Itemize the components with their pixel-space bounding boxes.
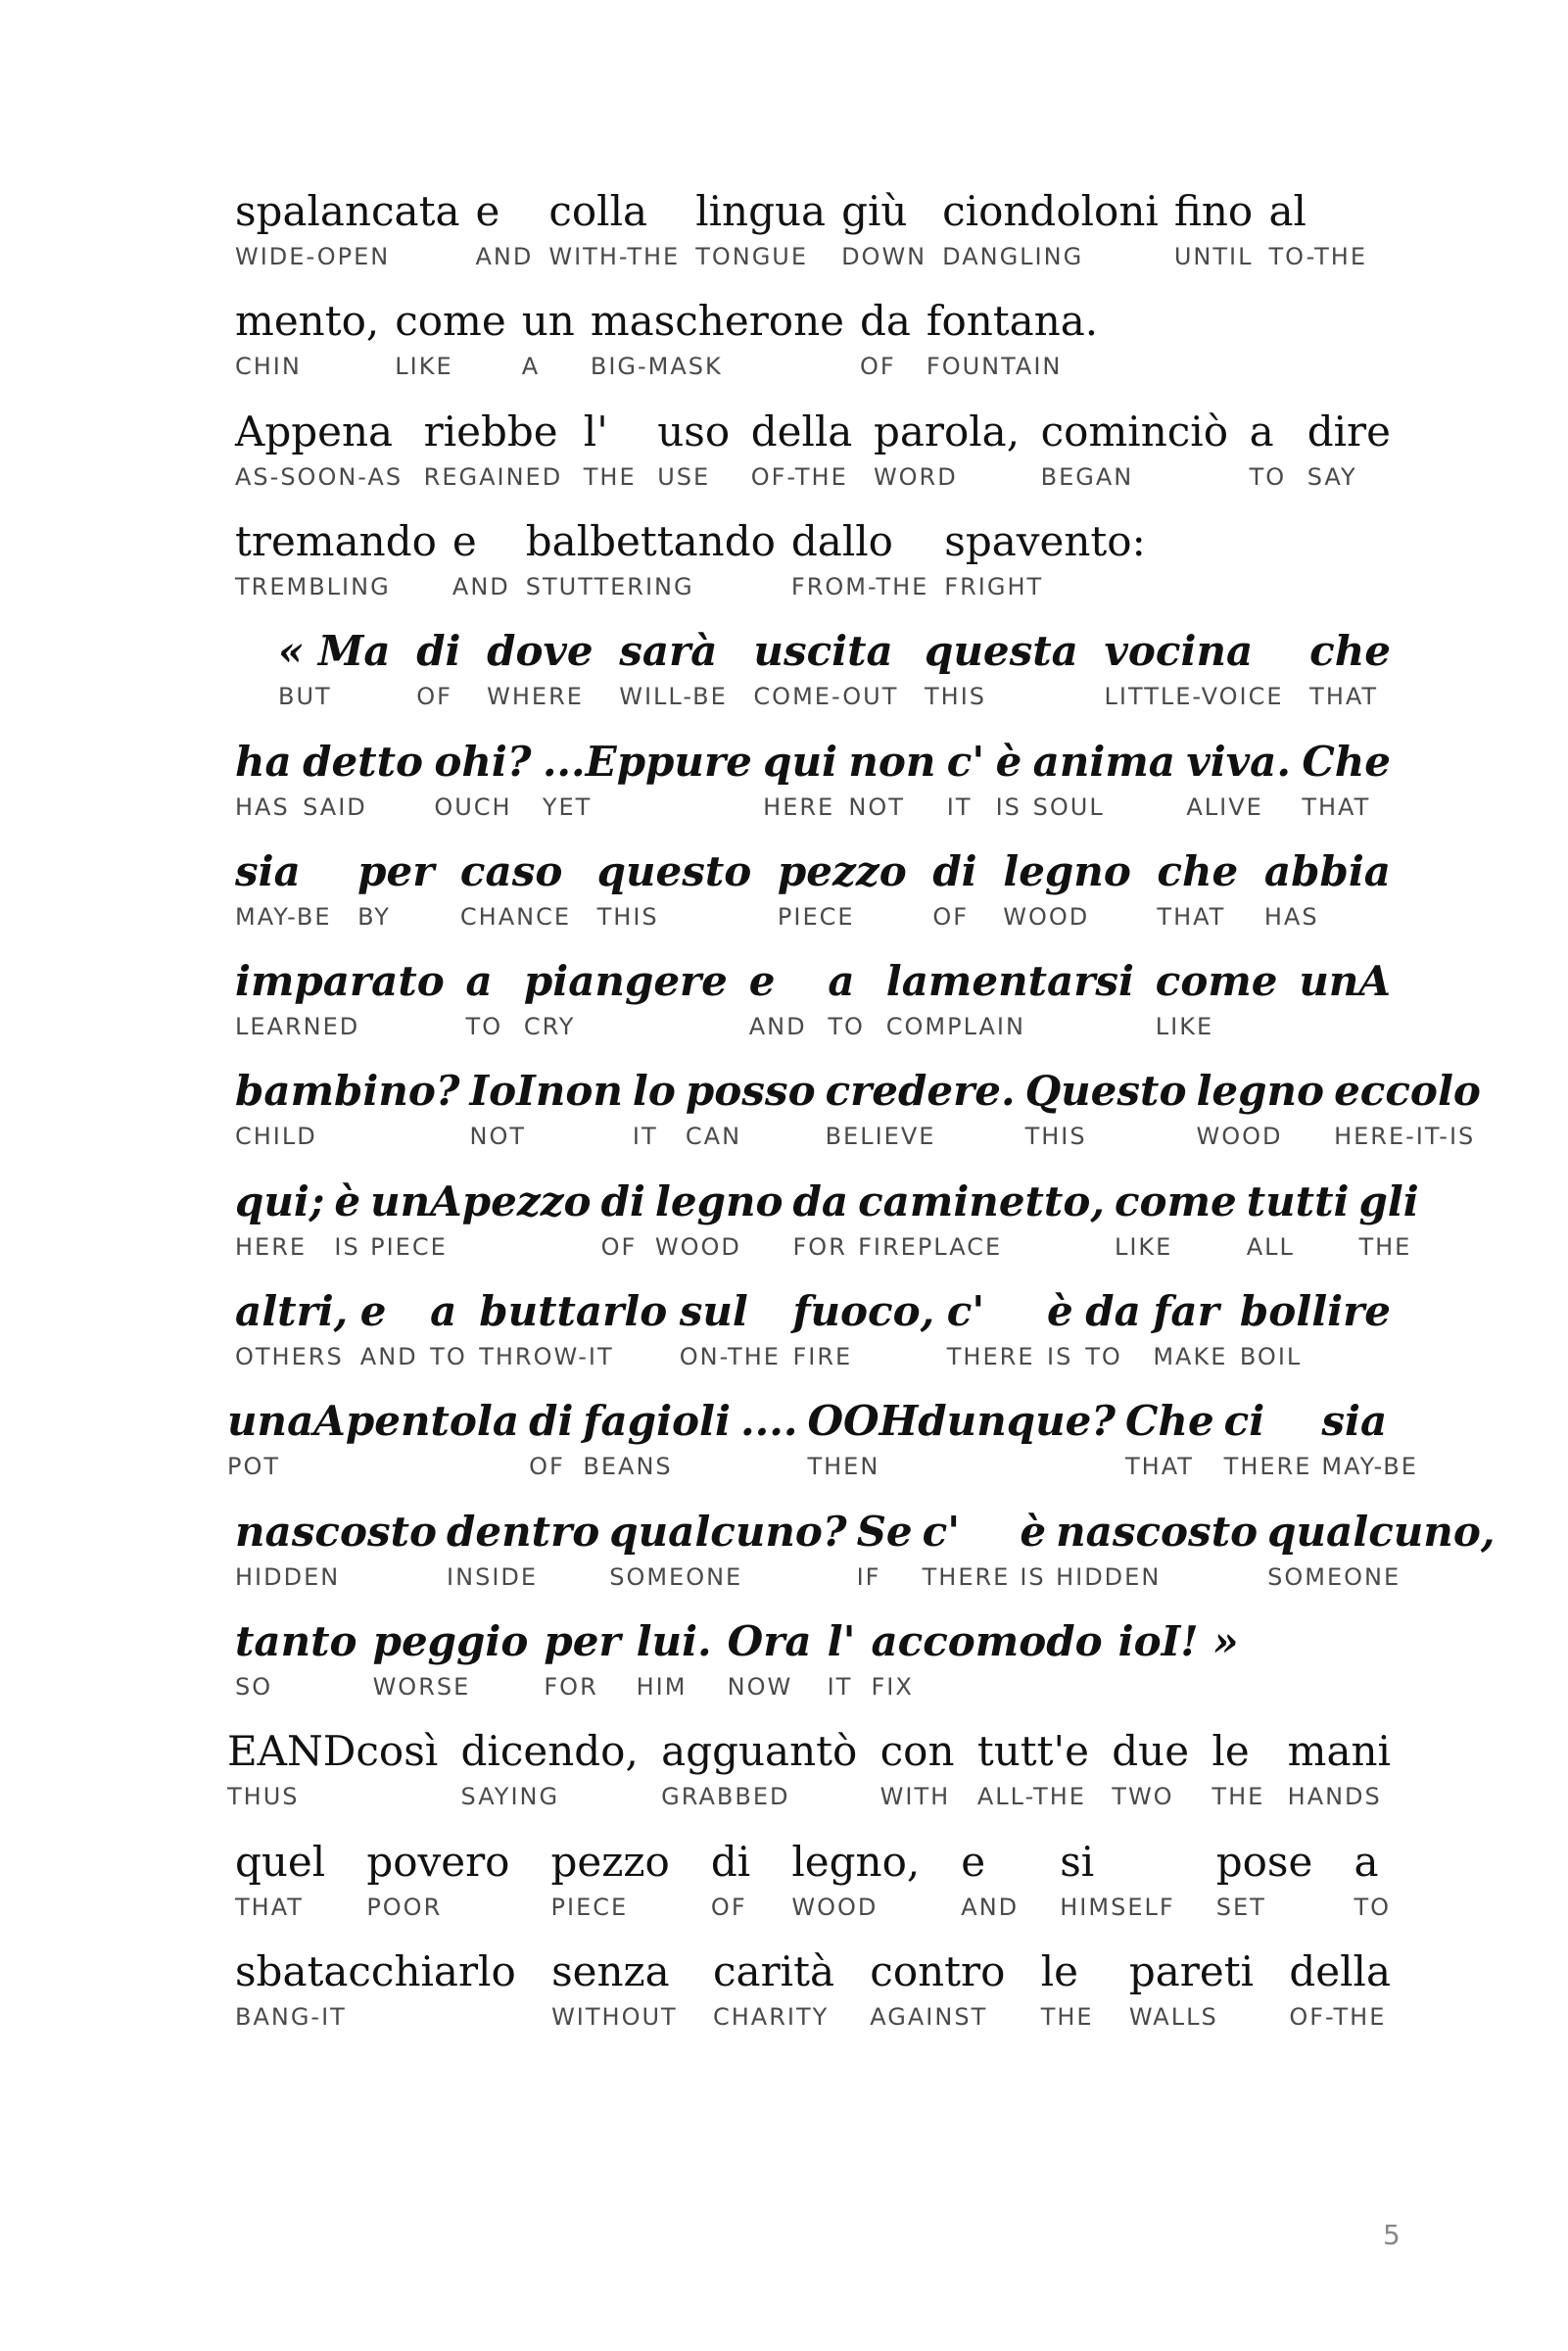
gloss-word: FROM-THE	[790, 572, 929, 600]
source-word: tutt'e	[976, 1727, 1089, 1776]
source-word: lo	[632, 1067, 676, 1116]
source-word: unaApentola	[227, 1397, 520, 1446]
source-word: unA	[1299, 957, 1391, 1006]
source-word: carità	[713, 1946, 834, 1995]
source-word: unApezzo	[370, 1176, 592, 1225]
gloss-word: IT	[946, 792, 973, 821]
source-word: qui	[763, 737, 838, 786]
gloss-word: MAKE	[1153, 1343, 1228, 1370]
gloss-word: THROW-IT	[479, 1343, 614, 1370]
source-word: agguantò	[661, 1727, 858, 1776]
text-line	[0, 1067, 1568, 1169]
gloss-word: THIS	[1024, 1123, 1087, 1151]
source-word: un	[521, 297, 575, 346]
gloss-word: WIDE-OPEN	[235, 243, 391, 270]
gloss-word: WITH	[879, 1783, 951, 1811]
gloss-word: OUCH	[434, 792, 512, 821]
source-word: di	[416, 627, 461, 676]
gloss-word: LEARNED	[235, 1013, 360, 1041]
source-word: da	[792, 1176, 849, 1225]
source-word: qualcuno,	[1267, 1507, 1496, 1556]
source-word: di	[529, 1397, 574, 1446]
gloss-word: SOMEONE	[1267, 1562, 1402, 1591]
source-word: come	[1114, 1176, 1237, 1225]
source-word: ....	[739, 1397, 798, 1446]
gloss-word: HAS	[235, 792, 290, 821]
gloss-word: COMPLAIN	[885, 1013, 1025, 1041]
gloss-word: OF	[710, 1893, 747, 1921]
source-word: dove	[487, 627, 594, 676]
gloss-word: IF	[856, 1562, 881, 1591]
gloss-word: FIREPLACE	[858, 1232, 1003, 1261]
gloss-word: UNTIL	[1173, 243, 1254, 270]
source-word: far	[1153, 1287, 1219, 1335]
gloss-word: OF-THE	[1289, 2002, 1387, 2031]
source-word: ioI! »	[1117, 1616, 1239, 1665]
gloss-word: IT	[632, 1123, 658, 1151]
source-word: che	[1309, 627, 1391, 676]
gloss-word: IT	[827, 1672, 853, 1701]
source-word: come	[395, 297, 506, 346]
source-word: sul	[679, 1287, 748, 1335]
gloss-word: ALIVE	[1186, 792, 1263, 821]
gloss-word: LIKE	[1114, 1232, 1173, 1261]
gloss-word: MAY-BE	[1321, 1453, 1418, 1481]
gloss-word: IS	[1020, 1562, 1046, 1591]
source-word: di	[600, 1176, 645, 1225]
gloss-word: PIECE	[550, 1893, 629, 1921]
gloss-word: BANG-IT	[235, 2002, 347, 2031]
gloss-word: STUTTERING	[525, 572, 694, 600]
source-word: da	[859, 297, 911, 346]
source-word: legno,	[791, 1837, 921, 1886]
source-word: e	[748, 957, 776, 1006]
gloss-word: LITTLE-VOICE	[1104, 683, 1284, 711]
source-word: e	[475, 187, 500, 235]
source-word: detto	[303, 737, 423, 786]
gloss-word: NOT	[848, 792, 905, 821]
gloss-word: BEANS	[583, 1453, 673, 1481]
source-word: questa	[925, 627, 1078, 676]
gloss-word: ALL	[1246, 1232, 1295, 1261]
source-word: lui.	[636, 1616, 712, 1665]
source-word: di	[932, 846, 977, 895]
source-word: sarà	[619, 627, 718, 676]
gloss-word: FOR	[792, 1232, 847, 1261]
source-word: Che	[1302, 737, 1391, 786]
gloss-word: THE	[1040, 2002, 1094, 2031]
source-word: c'	[946, 1287, 985, 1335]
gloss-word: MAY-BE	[235, 902, 332, 931]
gloss-word: THERE	[946, 1343, 1035, 1370]
text-line	[0, 737, 1568, 840]
source-word: OOHdunque?	[807, 1397, 1116, 1446]
source-word: ...Eppure	[542, 737, 752, 786]
gloss-word: FIX	[871, 1672, 914, 1701]
text-line	[0, 1176, 1568, 1279]
gloss-word: FOR	[544, 1672, 598, 1701]
source-word: nascosto	[235, 1507, 438, 1556]
gloss-word: CHANCE	[459, 902, 572, 931]
source-word: giù	[841, 187, 908, 235]
source-word: dicendo,	[460, 1727, 639, 1776]
gloss-word: THAT	[1124, 1453, 1194, 1481]
text-line	[0, 1507, 1568, 1609]
source-word: parola,	[873, 407, 1021, 456]
gloss-word: DOWN	[841, 243, 927, 270]
text-line	[0, 1727, 1568, 1829]
gloss-word: HIMSELF	[1060, 1893, 1175, 1921]
gloss-word: OF	[600, 1232, 638, 1261]
gloss-word: BIG-MASK	[590, 353, 723, 381]
gloss-word: AND	[451, 572, 510, 600]
gloss-word: NOW	[727, 1672, 793, 1701]
source-word: e	[451, 516, 477, 565]
text-line	[0, 297, 1568, 399]
source-word: c'	[946, 737, 985, 786]
source-word: due	[1112, 1727, 1190, 1776]
source-word: mascherone	[590, 297, 844, 346]
source-word: spalancata	[235, 187, 460, 235]
source-word: caso	[459, 846, 563, 895]
source-word: gli	[1358, 1176, 1419, 1225]
gloss-word: OF	[529, 1453, 565, 1481]
source-word: abbia	[1263, 846, 1391, 895]
gloss-word: TO	[1249, 462, 1287, 491]
text-line	[0, 1616, 1568, 1719]
gloss-word: IS	[995, 792, 1022, 821]
source-word: lingua	[695, 187, 827, 235]
source-word: sbatacchiarlo	[235, 1946, 516, 1995]
source-word: dallo	[790, 516, 893, 565]
source-word: Se	[856, 1507, 913, 1556]
source-word: mani	[1287, 1727, 1391, 1776]
gloss-word: SOUL	[1032, 792, 1105, 821]
source-word: pareti	[1128, 1946, 1255, 1995]
source-word: tanto	[235, 1616, 357, 1665]
source-word: della	[750, 407, 853, 456]
source-word: ci	[1223, 1397, 1265, 1446]
text-line	[0, 516, 1568, 619]
source-word: Che	[1124, 1397, 1214, 1446]
gloss-word: OF	[416, 683, 452, 711]
gloss-word: POT	[227, 1453, 281, 1481]
text-line	[0, 957, 1568, 1059]
source-word: mento,	[235, 297, 380, 346]
gloss-word: HIDDEN	[1056, 1562, 1162, 1591]
source-word: buttarlo	[479, 1287, 668, 1335]
gloss-word: BY	[357, 902, 391, 931]
source-word: credere.	[825, 1067, 1016, 1116]
gloss-word: SAY	[1307, 462, 1357, 491]
gloss-word: THE	[1212, 1783, 1265, 1811]
gloss-word: FOUNTAIN	[926, 353, 1063, 381]
gloss-word: INSIDE	[447, 1562, 539, 1591]
source-word: vocina	[1104, 627, 1254, 676]
source-word: accomodo	[871, 1616, 1103, 1665]
source-word: legno	[654, 1176, 784, 1225]
source-word: Questo	[1024, 1067, 1187, 1116]
source-word: Ora	[727, 1616, 812, 1665]
gloss-word: TREMBLING	[235, 572, 391, 600]
source-word: fagioli	[583, 1397, 731, 1446]
source-word: IoInon	[469, 1067, 623, 1116]
source-word: tremando	[235, 516, 437, 565]
gloss-word: TO	[465, 1013, 503, 1041]
source-word: imparato	[235, 957, 445, 1006]
source-word: contro	[870, 1946, 1006, 1995]
gloss-word: IS	[1047, 1343, 1073, 1370]
gloss-word: IS	[334, 1232, 360, 1261]
gloss-word: A	[521, 353, 541, 381]
gloss-word: AGAINST	[870, 2002, 988, 2031]
gloss-word: AND	[748, 1013, 807, 1041]
gloss-word: ALL-THE	[976, 1783, 1086, 1811]
source-word: pezzo	[550, 1837, 670, 1886]
source-word: per	[357, 846, 435, 895]
source-word: nascosto	[1056, 1507, 1259, 1556]
source-word: bambino?	[235, 1067, 460, 1116]
gloss-word: POOR	[366, 1893, 443, 1921]
source-word: al	[1268, 187, 1307, 235]
source-word: caminetto,	[858, 1176, 1105, 1225]
source-word: « Ma	[278, 627, 391, 676]
gloss-word: THE	[1358, 1232, 1412, 1261]
gloss-word: TO	[1085, 1343, 1122, 1370]
source-word: legno	[1196, 1067, 1325, 1116]
source-word: l'	[827, 1616, 856, 1665]
gloss-word: USE	[657, 462, 711, 491]
source-word: qui;	[235, 1176, 325, 1225]
gloss-word: THIS	[596, 902, 659, 931]
gloss-word: SOMEONE	[609, 1562, 743, 1591]
source-word: dire	[1307, 407, 1391, 456]
gloss-word: HERE-IT-IS	[1334, 1123, 1476, 1151]
gloss-word: ON-THE	[679, 1343, 781, 1370]
source-word: l'	[583, 407, 608, 456]
source-word: povero	[366, 1837, 510, 1886]
gloss-word: TWO	[1112, 1783, 1174, 1811]
source-word: a	[1354, 1837, 1379, 1886]
source-word: a	[430, 1287, 457, 1335]
source-word: cominciò	[1040, 407, 1228, 456]
gloss-word: NOT	[469, 1123, 527, 1151]
gloss-word: GRABBED	[661, 1783, 790, 1811]
gloss-word: CRY	[523, 1013, 576, 1041]
gloss-word: OF-THE	[750, 462, 848, 491]
gloss-word: TO-THE	[1268, 243, 1367, 270]
gloss-word: TONGUE	[695, 243, 809, 270]
gloss-word: AND	[359, 1343, 418, 1370]
text-line	[0, 1397, 1568, 1499]
source-word: lamentarsi	[885, 957, 1134, 1006]
gloss-word: TO	[1354, 1893, 1391, 1921]
source-word: ohi?	[434, 737, 532, 786]
gloss-word: WOOD	[1196, 1123, 1283, 1151]
source-word: viva.	[1186, 737, 1291, 786]
gloss-word: THAT	[235, 1893, 304, 1921]
source-word: spavento:	[944, 516, 1146, 565]
source-word: Appena	[235, 407, 394, 456]
source-word: si	[1060, 1837, 1095, 1886]
source-word: bollire	[1239, 1287, 1391, 1335]
gloss-word: WHERE	[487, 683, 584, 711]
gloss-word: WOOD	[654, 1232, 741, 1261]
source-word: piangere	[523, 957, 728, 1006]
gloss-word: WALLS	[1128, 2002, 1218, 2031]
gloss-word: COME-OUT	[753, 683, 899, 711]
source-word: con	[879, 1727, 955, 1776]
gloss-word: WITH-THE	[548, 243, 681, 270]
gloss-word: THIS	[925, 683, 987, 711]
gloss-word: BUT	[278, 683, 332, 711]
gloss-word: WORSE	[372, 1672, 471, 1701]
gloss-word: OF	[932, 902, 970, 931]
gloss-word: CHIN	[235, 353, 302, 381]
page-number: 5	[1383, 2219, 1401, 2251]
gloss-word: WILL-BE	[619, 683, 728, 711]
source-word: e	[359, 1287, 387, 1335]
gloss-word: WORD	[873, 462, 958, 491]
gloss-word: THERE	[922, 1562, 1011, 1591]
source-word: che	[1157, 846, 1239, 895]
source-word: sia	[235, 846, 301, 895]
gloss-word: THERE	[1223, 1453, 1312, 1481]
text-line	[0, 407, 1568, 509]
source-word: posso	[685, 1067, 816, 1116]
gloss-word: AND	[961, 1893, 1020, 1921]
source-word: da	[1085, 1287, 1141, 1335]
text-line	[0, 627, 1568, 729]
source-word: anima	[1032, 737, 1176, 786]
source-word: a	[465, 957, 493, 1006]
gloss-word: AND	[475, 243, 534, 270]
source-word: della	[1289, 1946, 1391, 1995]
gloss-word: HERE	[763, 792, 835, 821]
gloss-word: LIKE	[395, 353, 453, 381]
gloss-word: REGAINED	[423, 462, 563, 491]
source-word: sia	[1321, 1397, 1388, 1446]
gloss-word: THE	[583, 462, 637, 491]
source-word: a	[1249, 407, 1274, 456]
source-word: questo	[596, 846, 752, 895]
gloss-word: BEGAN	[1040, 462, 1134, 491]
gloss-word: THAT	[1157, 902, 1226, 931]
gloss-word: THEN	[807, 1453, 880, 1481]
gloss-word: TO	[430, 1343, 467, 1370]
gloss-word: FIRE	[792, 1343, 853, 1370]
source-word: è	[334, 1176, 361, 1225]
gloss-word: HIM	[636, 1672, 688, 1701]
gloss-word: DANGLING	[942, 243, 1084, 270]
gloss-word: THUS	[227, 1783, 300, 1811]
source-word: c'	[922, 1507, 961, 1556]
source-word: è	[1020, 1507, 1047, 1556]
text-line	[0, 187, 1568, 289]
source-word: riebbe	[423, 407, 558, 456]
source-word: legno	[1003, 846, 1131, 895]
text-line	[0, 1287, 1568, 1389]
source-word: tutti	[1246, 1176, 1350, 1225]
gloss-word: BELIEVE	[825, 1123, 936, 1151]
source-word: quel	[235, 1837, 326, 1886]
gloss-word: SAID	[303, 792, 367, 821]
source-word: dentro	[447, 1507, 600, 1556]
source-word: è	[1047, 1287, 1073, 1335]
gloss-word: LIKE	[1155, 1013, 1214, 1041]
source-word: fontana.	[926, 297, 1099, 346]
source-word: senza	[551, 1946, 670, 1995]
source-word: qualcuno?	[609, 1507, 847, 1556]
text-line	[0, 846, 1568, 949]
gloss-word: WOOD	[1003, 902, 1090, 931]
gloss-word: HERE	[235, 1232, 308, 1261]
source-word: uso	[657, 407, 731, 456]
gloss-word: TO	[828, 1013, 865, 1041]
source-word: le	[1212, 1727, 1250, 1776]
source-word: è	[995, 737, 1022, 786]
gloss-word: THAT	[1309, 683, 1379, 711]
gloss-word: OF	[859, 353, 896, 381]
gloss-word: FRIGHT	[944, 572, 1044, 600]
source-word: peggio	[372, 1616, 529, 1665]
source-word: pose	[1215, 1837, 1313, 1886]
source-word: pezzo	[777, 846, 907, 895]
gloss-word: SET	[1215, 1893, 1266, 1921]
text-line	[0, 1837, 1568, 1940]
gloss-word: YET	[542, 792, 593, 821]
gloss-word: CHILD	[235, 1123, 317, 1151]
source-word: ciondoloni	[942, 187, 1159, 235]
gloss-word: PIECE	[370, 1232, 448, 1261]
source-word: le	[1040, 1946, 1078, 1995]
source-word: come	[1155, 957, 1278, 1006]
gloss-word: WOOD	[791, 1893, 879, 1921]
gloss-word: OTHERS	[235, 1343, 344, 1370]
source-word: eccolo	[1334, 1067, 1481, 1116]
source-word: fino	[1173, 187, 1254, 235]
gloss-word: WITHOUT	[551, 2002, 678, 2031]
source-word: e	[961, 1837, 986, 1886]
source-word: colla	[548, 187, 648, 235]
source-word: ha	[235, 737, 292, 786]
source-word: altri,	[235, 1287, 349, 1335]
gloss-word: HANDS	[1287, 1783, 1382, 1811]
source-word: uscita	[753, 627, 893, 676]
gloss-word: CHARITY	[713, 2002, 830, 2031]
source-word: EANDcosì	[227, 1727, 439, 1776]
source-word: per	[544, 1616, 621, 1665]
source-word: non	[848, 737, 936, 786]
text-line	[0, 1946, 1568, 2049]
gloss-word: AS-SOON-AS	[235, 462, 404, 491]
gloss-word: BOIL	[1239, 1343, 1303, 1370]
gloss-word: PIECE	[777, 902, 855, 931]
gloss-word: SAYING	[460, 1783, 560, 1811]
gloss-word: HIDDEN	[235, 1562, 341, 1591]
gloss-word: HAS	[1263, 902, 1319, 931]
source-word: di	[710, 1837, 751, 1886]
source-word: balbettando	[525, 516, 776, 565]
gloss-word: THAT	[1302, 792, 1371, 821]
gloss-word: SO	[235, 1672, 273, 1701]
gloss-word: CAN	[685, 1123, 742, 1151]
source-word: a	[828, 957, 855, 1006]
source-word: fuoco,	[792, 1287, 935, 1335]
